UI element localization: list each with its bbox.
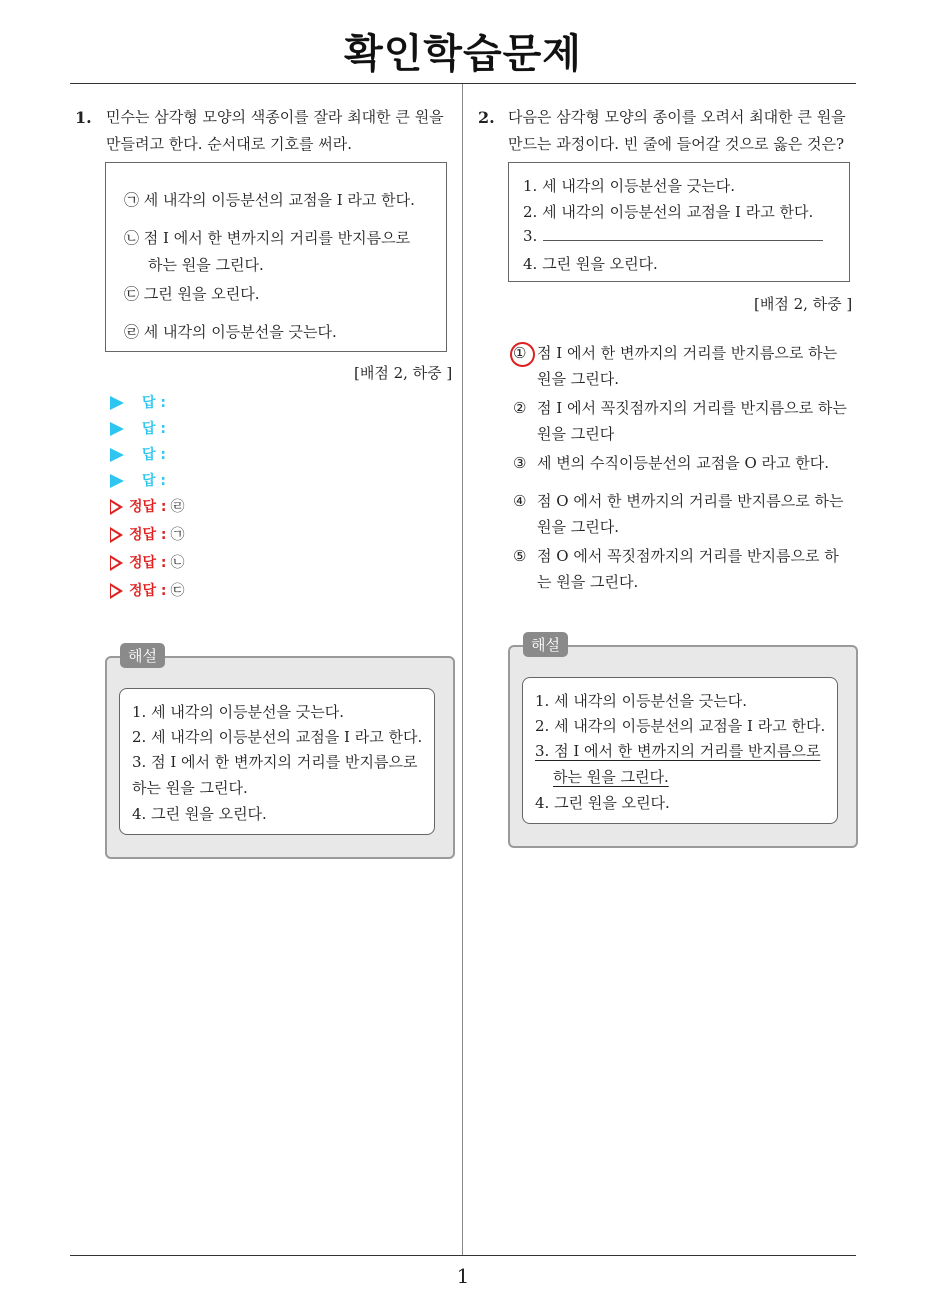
q1-condition-box <box>105 162 447 352</box>
q2-text-line1: 다음은 삼각형 모양의 종이를 오려서 최대한 큰 원을 <box>508 108 846 126</box>
triangle-icon <box>110 555 123 571</box>
q1-explanation-inner <box>119 688 435 835</box>
q1-score: [배점 2, 하중 ] <box>354 364 453 382</box>
explanation-tag: 해설 <box>120 643 165 668</box>
q1-box-item: ㉠ 세 내각의 이등분선의 교점을 I 라고 한다. <box>124 191 415 209</box>
explanation-line-underlined: 하는 원을 그린다. <box>553 768 669 786</box>
explanation-line: 2. 세 내각의 이등분선의 교점을 I 라고 한다. <box>132 728 423 746</box>
arrow-icon <box>110 422 124 436</box>
q2-box-item: 1. 세 내각의 이등분선을 긋는다. <box>523 177 736 195</box>
arrow-icon <box>110 396 124 410</box>
arrow-icon <box>110 474 124 488</box>
triangle-icon <box>110 499 123 515</box>
q2-box-item: 2. 세 내각의 이등분선의 교점을 I 라고 한다. <box>523 203 814 221</box>
q1-text-line2: 만들려고 한다. 순서대로 기호를 써라. <box>106 135 352 153</box>
q2-option-4[interactable]: ④ 점 O 에서 한 변까지의 거리를 반지름으로 하는 <box>513 492 844 510</box>
q1-number: 1. <box>75 108 92 127</box>
explanation-line: 1. 세 내각의 이등분선을 긋는다. <box>132 703 345 721</box>
answer-row: 답 : <box>110 392 166 412</box>
triangle-icon <box>110 527 123 543</box>
bottom-divider <box>70 1255 856 1256</box>
explanation-line: 3. 점 I 에서 한 변까지의 거리를 반지름으로 <box>132 753 418 771</box>
q1-box-item: ㉣ 세 내각의 이등분선을 긋는다. <box>124 323 337 341</box>
correct-answer-row: 정답 : ㉣ <box>110 496 185 516</box>
q2-number: 2. <box>478 108 495 127</box>
explanation-line: 4. 그린 원을 오린다. <box>535 794 670 812</box>
q1-box-item: ㉡ 점 I 에서 한 변까지의 거리를 반지름으로 <box>124 229 411 247</box>
correct-answer-row: 정답 : ㉠ <box>110 524 185 544</box>
blank-line <box>543 228 823 241</box>
q2-option-1[interactable]: ① 점 I 에서 한 변까지의 거리를 반지름으로 하는 <box>513 344 838 362</box>
page-number: 1 <box>456 1264 470 1288</box>
answer-row: 답 : <box>110 470 166 490</box>
answer-row: 답 : <box>110 418 166 438</box>
q2-option-5-cont: 는 원을 그린다. <box>537 573 639 591</box>
q2-option-3[interactable]: ③ 세 변의 수직이등분선의 교점을 O 라고 한다. <box>513 454 830 472</box>
correct-answer-row: 정답 : ㉢ <box>110 580 185 600</box>
q2-option-2[interactable]: ② 점 I 에서 꼭짓점까지의 거리를 반지름으로 하는 <box>513 399 847 417</box>
q1-box-item: 하는 원을 그린다. <box>148 256 264 274</box>
q2-option-5[interactable]: ⑤ 점 O 에서 꼭짓점까지의 거리를 반지름으로 하 <box>513 547 839 565</box>
explanation-tag: 해설 <box>523 632 568 657</box>
explanation-line-underlined: 3. 점 I 에서 한 변까지의 거리를 반지름으로 <box>535 742 821 760</box>
explanation-line: 1. 세 내각의 이등분선을 긋는다. <box>535 692 748 710</box>
q1-explanation-box <box>105 656 455 859</box>
page-title: 확인학습문제 <box>344 31 582 77</box>
correct-answer-row: 정답 : ㉡ <box>110 552 185 572</box>
triangle-icon <box>110 583 123 599</box>
q2-explanation-inner <box>522 677 838 824</box>
q2-option-1-cont: 원을 그린다. <box>537 370 619 388</box>
q2-condition-box <box>508 162 850 282</box>
explanation-line: 하는 원을 그린다. <box>132 779 248 797</box>
q2-option-4-cont: 원을 그린다. <box>537 518 619 536</box>
explanation-line: 4. 그린 원을 오린다. <box>132 805 267 823</box>
explanation-line: 2. 세 내각의 이등분선의 교점을 I 라고 한다. <box>535 717 826 735</box>
q1-text-line1: 민수는 삼각형 모양의 색종이를 잘라 최대한 큰 원을 <box>106 108 444 126</box>
arrow-icon <box>110 448 124 462</box>
q2-option-2-cont: 원을 그린다 <box>537 425 615 443</box>
q1-box-item: ㉢ 그린 원을 오린다. <box>124 285 260 303</box>
top-divider <box>70 83 856 84</box>
q2-box-item: 3. <box>523 227 823 245</box>
answer-row: 답 : <box>110 444 166 464</box>
q2-explanation-box <box>508 645 858 848</box>
column-divider <box>462 84 463 1256</box>
q2-score: [배점 2, 하중 ] <box>754 295 853 313</box>
q2-text-line2: 만드는 과정이다. 빈 줄에 들어갈 것으로 옳은 것은? <box>508 135 844 153</box>
q2-box-item: 4. 그린 원을 오린다. <box>523 255 658 273</box>
